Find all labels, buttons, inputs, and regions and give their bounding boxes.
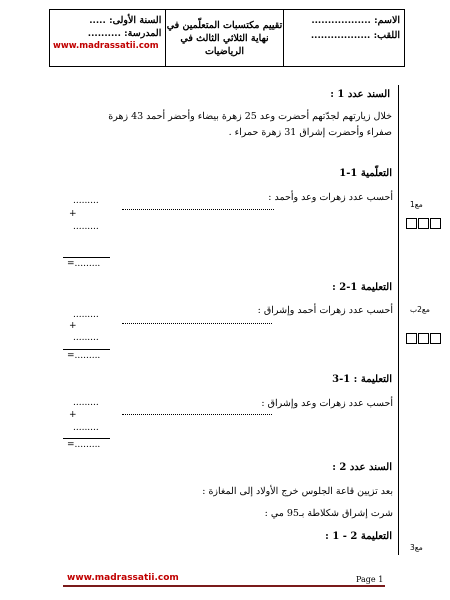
exam-title-cell [165,10,282,66]
task1-1-mid-dots: ......... [73,222,99,232]
task2-1-heading: التعليمة 2 - 1 : [325,531,392,542]
student-info-cell [283,10,404,66]
task1-1-criterion-label: مع1 [410,200,423,209]
task1-1-heading: التعلّمية 1-1 [339,168,392,179]
site-link-top[interactable]: www.madrassatii.com [53,41,159,51]
task1-1-sum-line [63,257,110,258]
year-field: السنة الأولى: ..... [89,15,162,26]
task1-1-top-dots: ......... [73,196,99,206]
task1-3-sum-line [63,438,110,439]
footer-rule [63,585,385,587]
sanad1-text-line1: خلال زيارتهم لجدّتهم أحضرت وعد 25 زهرة بيضاء وأحضر أحمد 43 زهرة [108,111,392,122]
task1-2-result[interactable]: =......... [67,351,101,361]
surname-field: اللقب: .................. [310,30,400,41]
task1-1-plus: + [69,209,77,219]
sanad1-heading: السند عدد 1 : [330,89,390,100]
sanad2-text-line2: شرت إشراق شكلاطة بـ95 مي : [264,508,393,519]
task1-2-sum-line [63,349,110,350]
school-field: المدرسة: .......... [87,28,162,39]
task1-2-heading: التعليمة 1-2 : [332,282,392,293]
task1-2-score-boxes[interactable] [406,333,442,344]
task1-3-instruction: أحسب عدد زهرات وعد وإشراق : [261,398,393,409]
task1-2-mid-dots: ......... [73,333,99,343]
task1-3-result[interactable]: =......... [67,440,101,450]
task1-2-plus: + [69,321,77,331]
margin-divider [398,85,399,555]
task1-1-instruction: أحسب عدد زهرات وعد وأحمد : [268,192,393,203]
sanad2-heading: السند عدد 2 : [332,462,392,473]
task1-3-heading: التعليمة : 1-3 [332,374,392,385]
school-info-cell [50,10,165,66]
task1-2-answer-line[interactable] [122,323,272,324]
task1-3-top-dots: ......... [73,398,99,408]
task1-2-top-dots: ......... [73,310,99,320]
name-field: الاسم: .................. [311,15,400,26]
task1-2-criterion-label: مع2ب [410,305,430,314]
task1-3-mid-dots: ......... [73,423,99,433]
page-number: Page 1 [356,575,384,584]
task1-1-result[interactable]: =......... [67,259,101,269]
task2-1-criterion-label: مع3 [410,543,423,552]
sanad2-text-line1: بعد تزيين قاعة الجلوس خرج الأولاد إلى المغازة : [202,486,393,497]
task1-3-answer-line[interactable] [122,414,272,415]
task1-3-plus: + [69,410,77,420]
header-table [49,9,405,67]
task1-1-answer-line[interactable] [122,209,274,210]
task1-1-score-boxes[interactable] [406,218,442,229]
sanad1-text-line2: صفراء وأحضرت إشراق 31 زهرة حمراء . [228,127,392,138]
exam-title: تقييم مكتسبات المتعلّمين في نهاية الثلاثي الثالث في الرياضيات [166,19,283,57]
footer-site-link[interactable]: www.madrassatii.com [67,573,179,583]
task1-2-instruction: أحسب عدد زهرات أحمد وإشراق : [257,305,393,316]
